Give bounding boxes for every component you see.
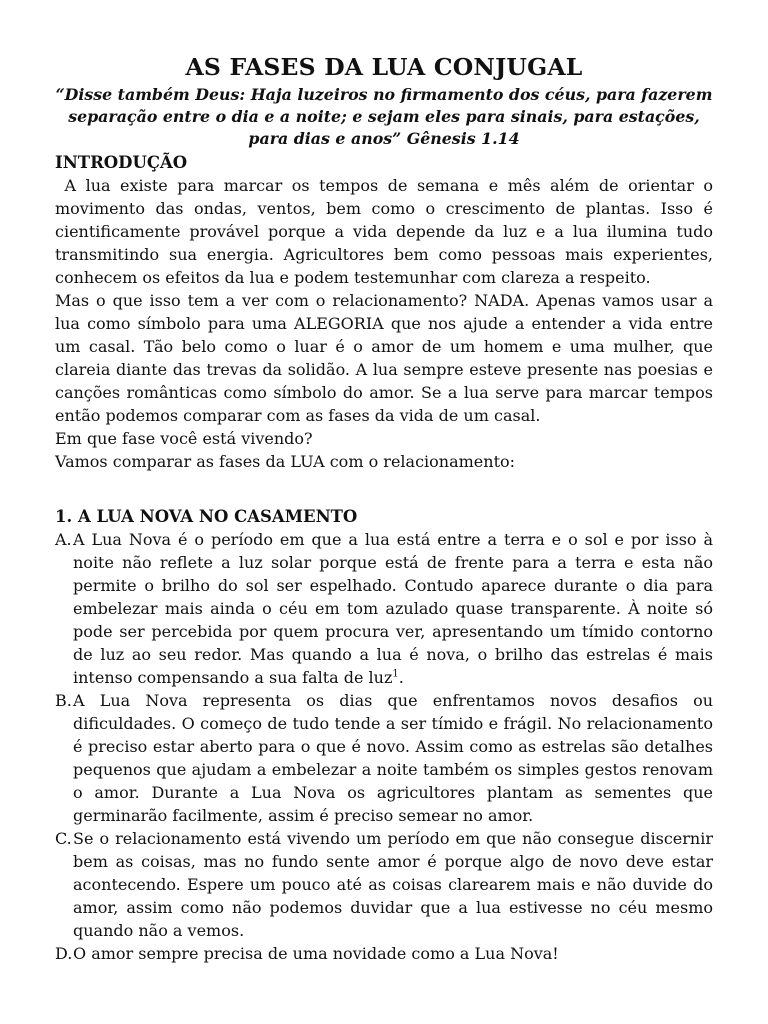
section-list	[55, 528, 713, 965]
intro-paragraph: Em que fase você está vivendo?	[55, 429, 313, 448]
list-item	[55, 689, 713, 827]
intro-paragraph: A lua existe para marcar os tempos de semana e mês além de orientar o movimento das ondas, ventos, bem como o crescimento de plantas. Isso é cientificamente provável porque a vida depende da luz e a lua ilumina tudo transmitindo sua energia. Agricultores bem como pessoas mais experientes, conhecem os efeitos da lua e podem testemunhar com clareza a respeito.	[55, 176, 719, 287]
document-title: AS FASES DA LUA CONJUGAL	[185, 53, 583, 81]
list-item	[55, 942, 713, 965]
list-item-text: O amor sempre precisa de uma novidade como a Lua Nova!	[73, 944, 559, 963]
list-item-text: Se o relacionamento está vivendo um período em que não consegue discernir bem as coisas, mas no fundo sente amor é porque algo de novo deve estar acontecendo. Espere um pouco até as coisas clarearem mais e não duvide do amor, assim como não podemos duvidar que a lua estivesse no céu mesmo quando não a vemos.	[73, 829, 713, 940]
intro-paragraph: Mas o que isso tem a ver com o relacionamento? NADA. Apenas vamos usar a lua como símbolo para uma ALEGORIA que nos ajude a entender a vida entre um casal. Tão belo como o luar é o amor de um homem e uma mulher, que clareia diante das trevas da solidão. A lua sempre esteve presente nas poesias e canções românticas como símbolo do amor. Se a lua serve para marcar tempos então podemos comparar com as fases da vida de um casal.	[55, 291, 713, 425]
footnote-reference[interactable]: 1	[392, 668, 399, 680]
section-title: 1. A LUA NOVA NO CASAMENTO	[55, 507, 358, 526]
list-marker: C.	[55, 829, 72, 848]
intro-paragraph: Vamos comparar as fases da LUA com o relacionamento:	[55, 452, 516, 471]
list-item-text: A Lua Nova é o período em que a lua está entre a terra e o sol e por isso à noite não reflete a luz solar porque está de frente para a terra e esta não permite o brilho do sol ser espelhado. Contudo aparece durante o dia para embelezar mais ainda o céu em tom azulado quase transparente. À noite só pode ser percebida por quem procura ver, apresentando um tímido contorno de luz ao seu redor. Mas quando a lua é nova, o brilho das estrelas é mais intenso compensando a sua falta de luz	[73, 530, 713, 687]
list-marker: B.	[55, 691, 72, 710]
list-item-text-end: .	[398, 668, 404, 687]
list-item	[55, 827, 713, 942]
epigraph-quote: “Disse também Deus: Haja luzeiros no firmamento dos céus, para fazerem separação entre o dia e a noite; e sejam eles para sinais, para estações, para dias e anos” Gênesis 1.14	[55, 85, 713, 148]
list-item	[55, 528, 713, 689]
intro-heading: INTRODUÇÃO	[55, 153, 188, 172]
list-item-text: A Lua Nova representa os dias que enfrentamos novos desafios ou dificuldades. O começo de tudo tende a ser tímido e frágil. No relacionamento é preciso estar aberto para o que é novo. Assim como as estrelas são detalhes pequenos que ajudam a embelezar a noite também os simples gestos renovam o amor. Durante a Lua Nova os agricultores plantam as sementes que germinarão facilmente, assim é preciso semear no amor.	[73, 691, 713, 825]
list-marker: D.	[55, 944, 73, 963]
list-marker: A.	[55, 530, 72, 549]
